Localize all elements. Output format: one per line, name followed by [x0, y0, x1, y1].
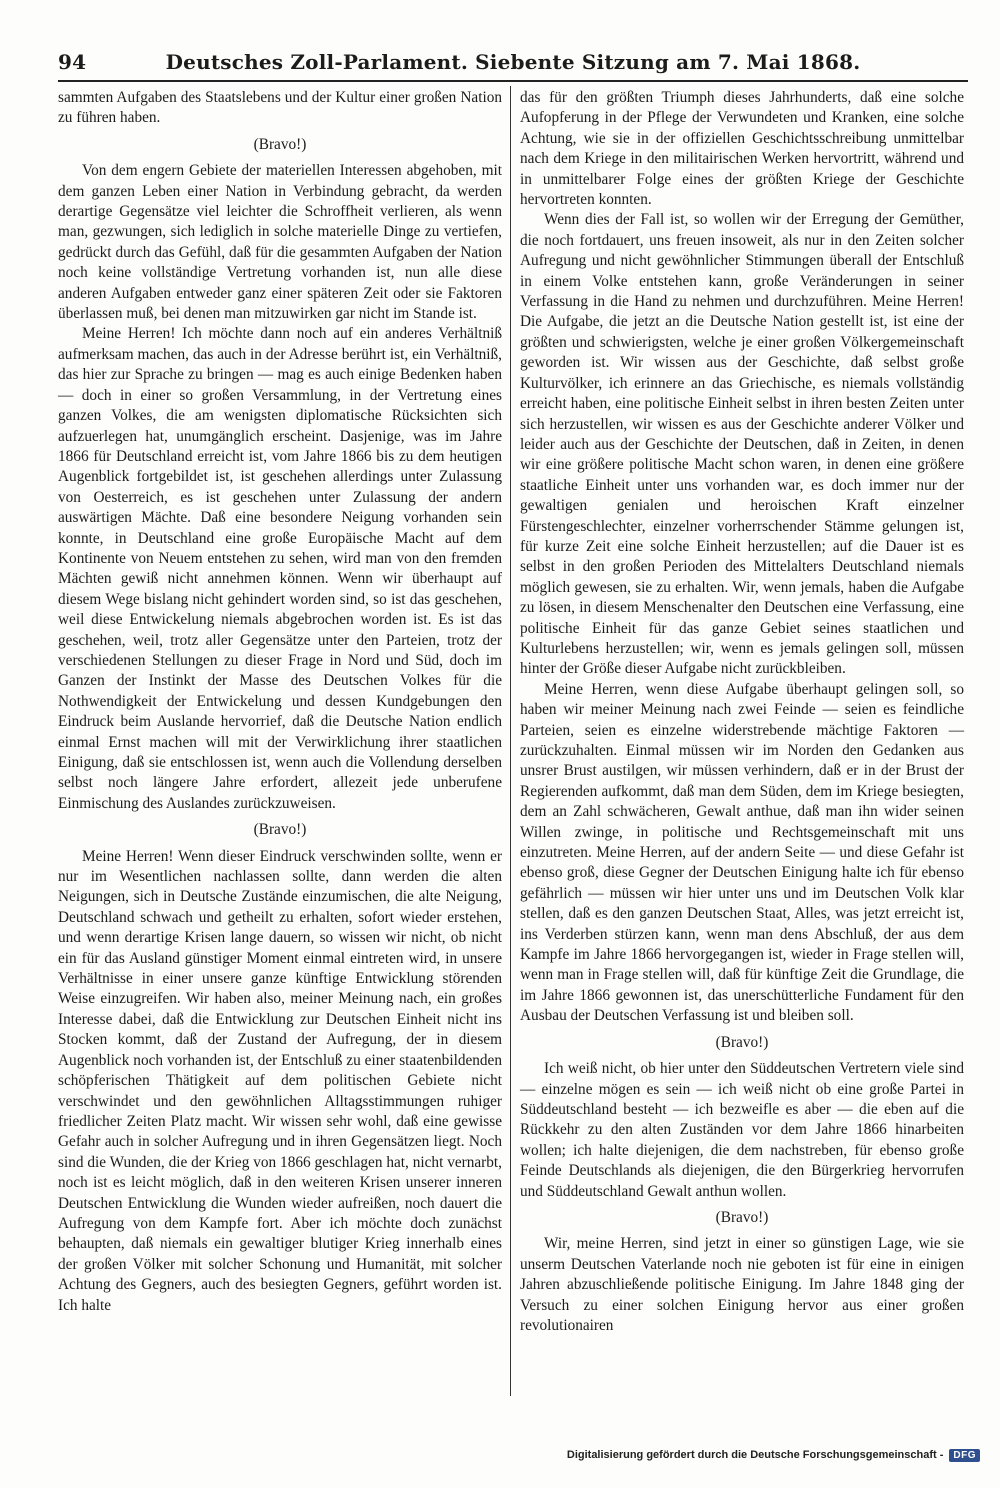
paragraph: Wenn dies der Fall ist, so wollen wir der Erregung der Gemüther, die noch fortdauert, uns freuen insoweit, als nur in den Zeiten solcher Aufregung und nicht gewöhnlicher Stimmungen überall der Entschluß in einem Volke entstehen kann, große Veränderungen in seiner Verfassung in die Hand zu nehmen und durchzuführen. Meine Herren! Die Aufgabe, die jetzt an die Deutsche Nation gestellt ist, ist eine der größten und schwierigsten, welche je einer großen Völkergemeinschaft geworden ist. Wir wissen aus der Geschichte, daß selbst große Kulturvölker, ich erinnere an das Griechische, es niemals vollständig erreicht haben, eine politische Einheit selbst in ihren besten Zeiten unter sich herzustellen, wir wissen es aus der Geschichte anderer Völker und leider auch aus der Geschichte der Deutschen, daß in Zeiten, in denen wir eine größere politische Macht schon waren, in denen eine größere staatliche Einheit unter uns vorhanden war, es doch immer nur der gewaltigen genialen und heroischen Kraft einzelner Fürstengeschlechter, einzelner vorherrschender Stämme gelungen ist, für kurze Zeit eine solche Einheit herzustellen; auf die Dauer ist es selbst in den großen Perioden des Mittelalters Deutschland niemals möglich gewesen, sie zu erhalten. Wir, wenn jemals, haben die Aufgabe zu lösen, in diesem Menschenalter den Deutschen eine Verfassung, eine politische Einheit für das ganze Gebiet seines staatlichen und Kulturlebens herzustellen; wir, wenn es jemals gelingen soll, müssen hinter der Größe dieser Aufgabe nicht zurückbleiben.: [520, 211, 964, 678]
paragraph: das für den größten Triumph dieses Jahrhunderts, daß eine solche Aufopferung in der Pflege der Verwundeten und Kranken, eine solche Achtung, wie sie in der offiziellen Geschichtsschreibung unmittelbar nach dem Kriege in den militairischen Werken hervortritt, während und in unmittelbarer Folge eines der größten Kriege der Geschichte hervortreten konnten.: [520, 89, 964, 209]
paragraph: Meine Herren, wenn diese Aufgabe überhaupt gelingen soll, so haben wir meiner Meinung nach zwei Feinde — seien es feindliche Parteien, seien es einzelne widerstrebende mächtige Faktoren — zurückzuhalten. Einmal müssen wir im Norden den Gedanken aus unsrer Brust austilgen, wir müssen verhindern, daß er in der Brust der Regierenden aufkommt, daß man dem Süden, dem im Kriege besiegten, dem an Zahl schwächeren, Gewalt anthue, daß man ihn wider seinen Willen zwinge, in politische und Rechtsgemeinschaft mit uns einzutreten. Meine Herren, auf der andern Seite — und diese Gefahr ist ebenso groß, diese Gegner der Deutschen Einigung halte ich für ebenso gefährlich — müssen wir hier unter uns und im Deutschen Volk klar stellen, daß es den ganzen Deutschen Staat, Alles, was jetzt erreicht ist, ins Verderben stürzen kann, wenn man dens Abschluß, der aus dem Kampfe im Jahre 1866 hervorgegangen ist, wieder in Frage stellen will, wenn man in Frage stellen will, daß für künftige Zeit die Grundlage, die im Jahre 1866 gewonnen ist, das unerschütterliche Fundament für den Ausbau der Deutschen Verfassung ist und bleiben soll.: [520, 680, 964, 1025]
paragraph: Meine Herren! Wenn dieser Eindruck verschwinden sollte, wenn er nur im Wesentlichen nachlassen sollte, dann werden die alten Neigungen, sich in Deutsche Zustände einzumischen, die alte Neigung, Deutschland schwach und getheilt zu erhalten, sofort wieder erstehen, und wenn derartige Krisen lange dauern, so wissen wir nicht, ob nicht ein für das Ausland günstiger Moment einmal eintreten wird, in unsere Verhältnisse in einer unsere ganze künftige Entwicklung störenden Weise einzugreifen. Wir haben also, meiner Meinung nach, ein großes Interesse dabei, daß die Entwicklung zur Deutschen Einheit nicht ins Stocken kommt, daß der Zustand der Aufregung, der in diesem Augenblick noch vorhanden ist, der Entschluß zu einer staatenbildenden schöpferischen Thätigkeit auf dem politischen Gebiete nicht verschwindet und den gewöhnlichen Alltagsstimmungen ruhiger friedlicher Zeiten Platz macht. Wir wissen sehr wohl, daß eine gewisse Gefahr auch in solcher Aufregung und in ihren Gegensätzen liegt. Noch sind die Wunden, die der Krieg von 1866 geschlagen hat, nicht vernarbt, noch ist es leicht möglich, daß in den weiteren Krisen unserer inneren Deutschen Entwicklung die Wunden wieder aufreißen, noch dauert die Aufregung von dem Kampfe fort. Aber ich möchte doch zunächst behaupten, daß niemals ein gewaltiger blutiger Krieg innerhalb eines der großen Völker mit solcher Schonung und Humanität, mit solcher Achtung des Gegners, auch des besiegten Gegners, geführt worden ist. Ich halte: [58, 847, 502, 1314]
paragraph: Ich weiß nicht, ob hier unter den Süddeutschen Vertretern viele sind — einzelne mögen es sein — ich weiß nicht ob eine große Partei in Süddeutschland besteht — ich bezweifle es aber — die eben auf die Rückkehr zu den alten Zuständen vor dem Jahre 1866 hinarbeiten wollen; ich halte diejenigen, die dem nachstreben, für ebenso große Feinde Deutschlands als diejenigen, die den Bürgerkrieg hervorrufen und Süddeutschland Gewalt anthun wollen.: [520, 1060, 964, 1200]
paragraph: Von dem engern Gebiete der materiellen Interessen abgehoben, mit dem ganzen Leben einer Nation in Verbindung gebracht, da werden derartige Gegensätze viel leichter die Schroffheit verlieren, als wenn man, gezwungen, sich lediglich in solche materielle Dinge zu vertiefen, gedrückt durch das Gefühl, daß für die gesammten Aufgaben der Nation noch keine vollständige Vertretung vorhanden ist, nun alle diese anderen Aufgaben entweder ganz einer späteren Zeit oder sie Faktoren überlassen muß, bei denen man mitzuwirken gar nicht im Stande ist.: [58, 162, 502, 323]
column-divider: [510, 86, 511, 1396]
paragraph: Meine Herren! Ich möchte dann noch auf ein anderes Verhältniß aufmerksam machen, das auch in der Adresse berührt ist, ein Verhältniß, das hier zur Sprache zu bringen — mag es auch einige Bedenken haben — doch in einer so großen Versammlung, in der Vertretung eines ganzen Volkes, die am wenigsten diplomatische Rücksichten sich aufzuerlegen hat, unumgänglich erscheint. Dasjenige, was im Jahre 1866 für Deutschland erreicht ist, vom Jahre 1866 bis zu dem heutigen Augenblick fortgebildet ist, ist geschehen allerdings unter Zulassung von Oesterreich, es ist geschehen unter Zulassung der andern auswärtigen Mächte. Daß eine besondere Neigung vorhanden sein konnte, in Deutschland eine große Europäische Macht auf dem Kontinente von Neuem entstehen zu sehen, wird man von den fremden Mächten gewiß nicht annehmen können. Wenn wir überhaupt auf diesem Wege bislang nicht gehindert worden sind, so ist das geschehen, weil diese Entwickelung niemals abgebrochen worden ist. Es ist das geschehen, weil, trotz aller Gegensätze unter den Parteien, trotz der verschiedenen Stellungen zu dieser Frage in Nord und Süd, doch im Ganzen der Instinkt der Masse des Deutschen Volkes für die Nothwendigkeit der Entwickelung und dessen Kundgebungen den Eindruck beim Auslande hervorrief, daß die Deutsche Nation endlich einmal Ernst machen will mit der Verwirklichung ihrer staatlichen Einigung, daß sie entschlossen ist, wenn auch die Vollendung derselben selbst noch längere Jahre erfordert, allezeit jede unberufene Einmischung des Auslandes zurückzuweisen.: [58, 325, 502, 812]
header-rule: [58, 80, 968, 82]
right-column: [520, 88, 964, 1336]
running-title: Deutsches Zoll-Parlament. Siebente Sitzung am 7. Mai 1868.: [165, 50, 861, 74]
interjection: (Bravo!): [253, 135, 307, 153]
left-column: [58, 88, 502, 1316]
dfg-logo-icon: DFG: [949, 1449, 980, 1462]
paragraph: sammten Aufgaben des Staatslebens und der Kultur einer großen Nation zu führen haben.: [58, 89, 502, 127]
footer-text: Digitalisierung gefördert durch die Deutsche Forschungsgemeinschaft -: [566, 1449, 944, 1461]
page-number: 94: [58, 50, 87, 74]
interjection: (Bravo!): [715, 1033, 769, 1051]
page-header: [58, 38, 968, 74]
interjection: (Bravo!): [253, 821, 307, 839]
paragraph: Wir, meine Herren, sind jetzt in einer so günstigen Lage, wie sie unserm Deutschen Vaterlande noch nie geboten ist für eine in einigen Jahren abzuschließende politische Einigung. Im Jahre 1848 ging der Versuch zu einer solchen Einigung hervor aus einer großen revolutionairen: [520, 1235, 964, 1334]
interjection: (Bravo!): [715, 1208, 769, 1226]
footer-credit: [520, 1444, 980, 1466]
